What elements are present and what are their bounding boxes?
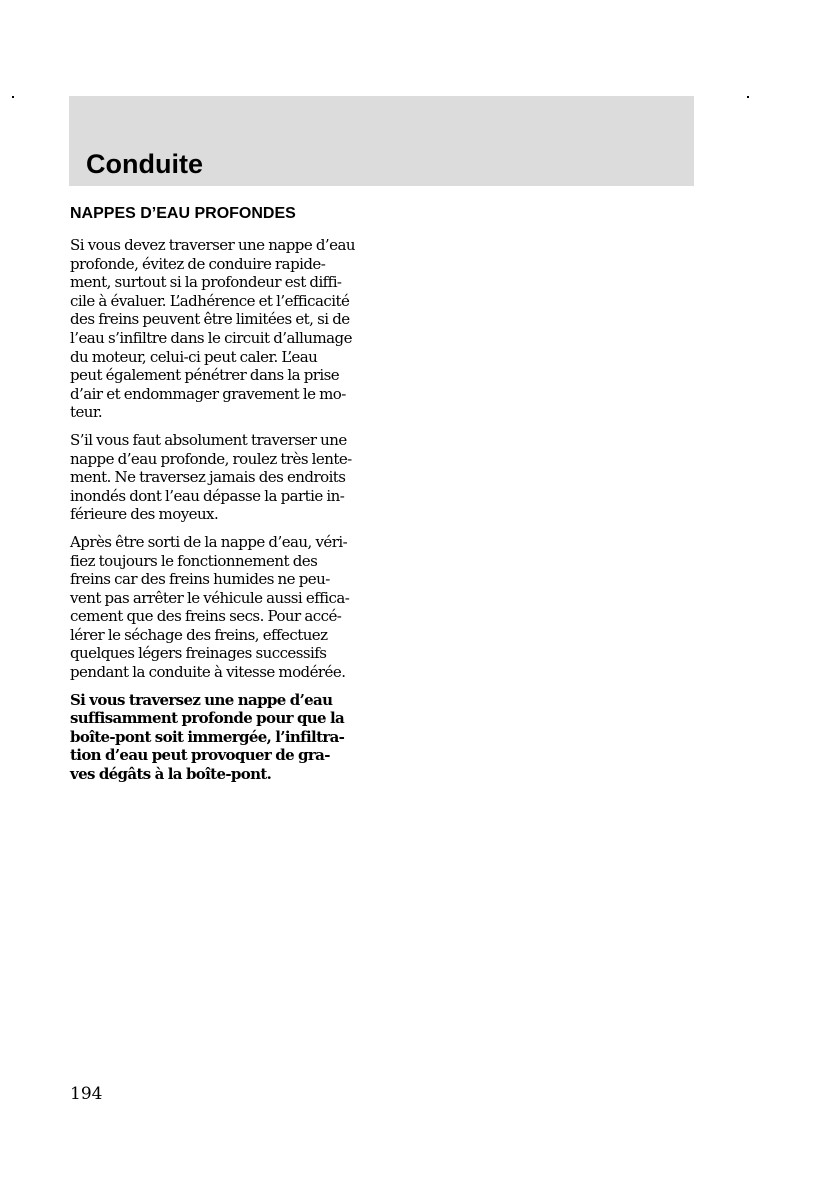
text-line: pendant la conduite à vitesse modérée.	[70, 663, 346, 682]
text-line: S’il vous faut absolument traverser une	[70, 430, 347, 449]
text-line: du moteur, celui-ci peut caler. L’eau	[70, 347, 318, 366]
warning-paragraph	[70, 691, 374, 784]
text-line: fiez toujours le fonctionnement des	[70, 551, 318, 570]
text-line: quelques légers freinages successifs	[70, 644, 327, 663]
paragraph-3	[70, 533, 374, 682]
paragraph-2	[70, 431, 374, 524]
page-number: 194	[70, 1084, 103, 1104]
text-line: freins car des freins humides ne peu-	[70, 570, 330, 589]
text-line: ves dégâts à la boîte-pont.	[70, 765, 272, 784]
text-line: inondés dont l’eau dépasse la partie in-	[70, 486, 345, 505]
text-line: Si vous devez traverser une nappe d’eau	[70, 236, 355, 254]
text-line: suffisamment profonde pour que la	[70, 709, 345, 728]
text-line: peut également pénétrer dans la prise	[70, 366, 340, 385]
crop-mark-right	[747, 96, 749, 98]
text-line: ment, surtout si la profondeur est diffi-	[70, 273, 342, 292]
text-line: lérer le séchage des freins, effectuez	[70, 625, 328, 644]
text-line: Après être sorti de la nappe d’eau, véri-	[70, 532, 348, 551]
text-line: férieure des moyeux.	[70, 505, 219, 524]
text-line: cement que des freins secs. Pour accé-	[70, 607, 342, 626]
text-line: nappe d’eau profonde, roulez très lente-	[70, 449, 352, 468]
text-line: vent pas arrêter le véhicule aussi effica-	[70, 588, 350, 607]
text-line: profonde, évitez de conduire rapide-	[70, 254, 326, 273]
paragraph-1	[70, 236, 374, 422]
text-line: d’air et endommager gravement le mo-	[70, 384, 346, 403]
crop-mark-left	[12, 96, 14, 98]
text-line: Si vous traversez une nappe d’eau	[70, 690, 333, 709]
text-line: cile à évaluer. L’adhérence et l’efficacité	[70, 291, 350, 310]
text-line: ment. Ne traversez jamais des endroits	[70, 468, 346, 487]
section-heading: NAPPES D’EAU PROFONDES	[70, 205, 296, 222]
text-line: tion d’eau peut provoquer de gra-	[70, 746, 330, 765]
text-line: l’eau s’infiltre dans le circuit d’allumage	[70, 328, 352, 347]
chapter-title: Conduite	[86, 149, 203, 179]
text-line: des freins peuvent être limitées et, si de	[70, 310, 350, 329]
text-line: teur.	[70, 403, 103, 422]
chapter-header	[69, 96, 694, 186]
text-line: boîte-pont soit immergée, l’infiltra-	[70, 727, 345, 746]
article-content	[70, 203, 374, 793]
